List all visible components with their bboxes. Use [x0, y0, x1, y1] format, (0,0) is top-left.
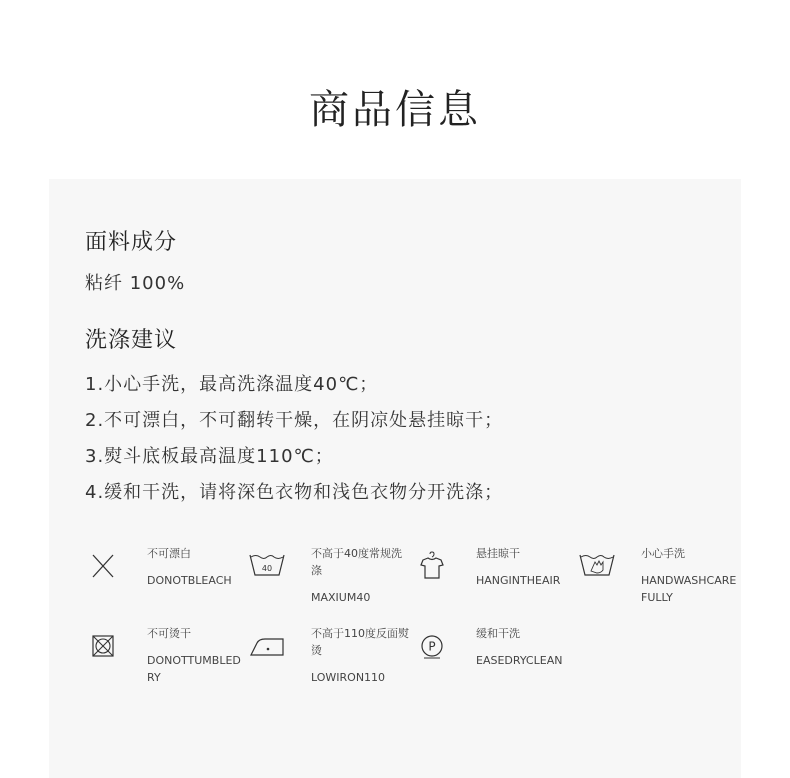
fabric-heading: 面料成分 [85, 230, 178, 255]
hang-dry-icon [414, 551, 450, 581]
washing-heading: 洗涤建议 [85, 328, 178, 353]
care-label-hang-dry [414, 545, 579, 615]
page-title: 商品信息 [309, 87, 481, 133]
care-label-en: EASEDRYCLEAN [476, 654, 563, 667]
washing-instructions [85, 367, 503, 511]
care-label-en: HANGINTHEAIR [476, 574, 561, 587]
washing-instruction-4: 4.缓和干洗，请将深色衣物和浅色衣物分开洗涤； [85, 482, 504, 503]
care-label-no-tumble-dry [85, 625, 250, 695]
washing-instruction-2: 2.不可漂白，不可翻转干燥，在阴凉处悬挂晾干； [85, 410, 504, 431]
care-label-cn: 缓和干洗 [476, 627, 520, 640]
care-label-cn: 不高于110度反面熨烫 [311, 627, 409, 657]
fabric-composition: 粘纤 100% [85, 273, 186, 294]
care-label-cn: 不可漂白 [147, 547, 191, 560]
wash-40-icon-text: 40 [261, 564, 273, 573]
product-info-panel [49, 179, 741, 778]
care-label-cn: 不可烫干 [147, 627, 191, 640]
care-label-en: HANDWASHCAREFULLY [641, 574, 737, 604]
care-label-cn: 悬挂晾干 [476, 547, 520, 560]
wash-40-icon [249, 551, 285, 581]
care-label-en: DONOTTUMBLEDRY [147, 654, 241, 684]
care-label-hand-wash [579, 545, 744, 615]
care-label-dry-clean [414, 625, 579, 695]
care-label-en: DONOTBLEACH [147, 574, 232, 587]
care-label-wash-40 [249, 545, 414, 615]
dry-clean-p-icon [414, 631, 450, 661]
washing-instruction-1: 1.小心手洗，最高洗涤温度40℃； [85, 374, 379, 395]
care-label-en: MAXIUM40 [311, 591, 371, 604]
care-label-en: LOWIRON110 [311, 671, 386, 684]
washing-instruction-3: 3.熨斗底板最高温度110℃； [85, 446, 334, 467]
no-bleach-icon [85, 551, 121, 581]
care-label-iron-low [249, 625, 414, 695]
hand-wash-icon [579, 551, 615, 581]
iron-low-icon [249, 631, 285, 661]
care-label-cn: 不高于40度常规洗涤 [311, 547, 402, 577]
dry-clean-p-icon-text: P [428, 639, 436, 654]
care-label-no-bleach [85, 545, 250, 615]
care-label-cn: 小心手洗 [641, 547, 685, 560]
no-tumble-dry-icon [85, 631, 121, 661]
